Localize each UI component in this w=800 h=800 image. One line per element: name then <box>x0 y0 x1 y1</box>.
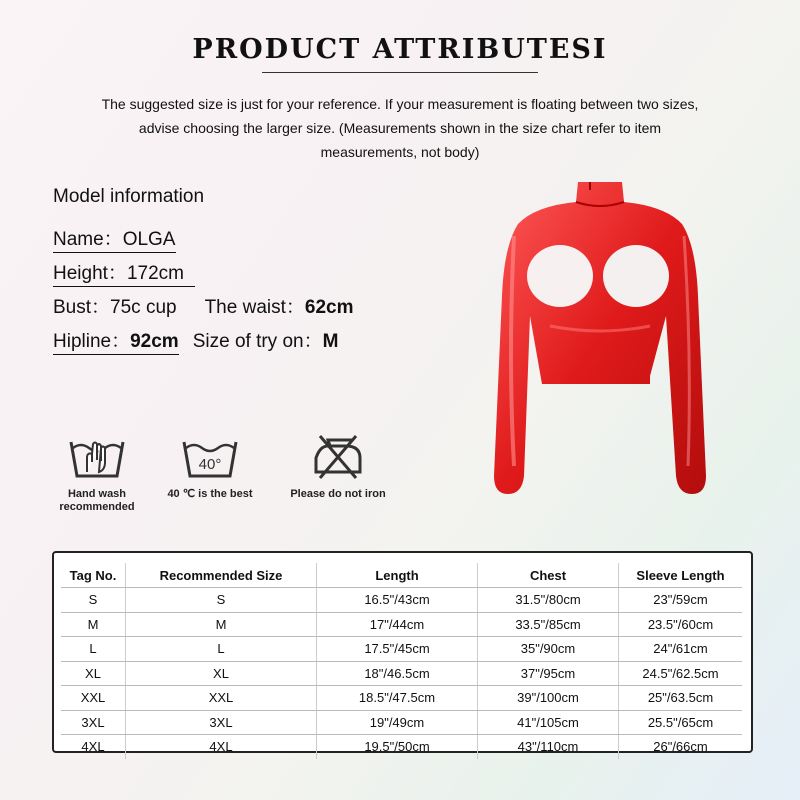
table-cell: 18.5"/47.5cm <box>317 686 478 711</box>
wash-40-icon <box>178 456 242 484</box>
column-header: Tag No. <box>61 563 126 588</box>
no-iron-icon <box>306 465 370 484</box>
size-note-line: measurements, not body) <box>320 144 480 160</box>
care-label: Please do not iron <box>290 488 386 500</box>
model-info-heading: Model information <box>53 186 205 207</box>
size-table-header-row <box>61 563 742 588</box>
care-hand-wash <box>32 432 162 514</box>
table-cell: 23"/59cm <box>619 588 743 613</box>
table-cell: XXL <box>61 686 126 711</box>
table-row <box>61 661 742 686</box>
column-header: Chest <box>478 563 619 588</box>
care-label: 40 ℃ is the best <box>167 488 253 500</box>
table-row <box>61 710 742 735</box>
hip-label: Hipline： <box>53 331 131 352</box>
wash-temp: 40° <box>198 456 222 473</box>
care-label: recommended <box>59 501 135 513</box>
column-header: Length <box>317 563 478 588</box>
tryon-value: M <box>322 331 339 352</box>
care-label: Hand wash <box>67 488 127 500</box>
size-note-line: advise choosing the larger size. (Measurements shown in the size chart refer to item <box>138 120 662 136</box>
table-cell: 24"/61cm <box>619 637 743 662</box>
table-cell: 16.5"/43cm <box>317 588 478 613</box>
size-chart <box>52 551 753 753</box>
table-row <box>61 735 742 759</box>
table-cell: 17.5"/45cm <box>317 637 478 662</box>
table-row <box>61 686 742 711</box>
tryon-label: Size of try on： <box>192 331 323 352</box>
table-row <box>61 612 742 637</box>
table-cell: 24.5"/62.5cm <box>619 661 743 686</box>
size-note-line: The suggested size is just for your reference. If your measurement is floating between two sizes, <box>101 96 699 112</box>
bust-label: Bust： <box>53 297 111 318</box>
table-cell: XL <box>126 661 317 686</box>
table-cell: 37"/95cm <box>478 661 619 686</box>
table-cell: S <box>126 588 317 613</box>
height-label: Height： <box>53 263 127 284</box>
model-hip-row <box>53 326 338 353</box>
table-cell: 25"/63.5cm <box>619 686 743 711</box>
column-header: Recommended Size <box>126 563 317 588</box>
table-cell: 35"/90cm <box>478 637 619 662</box>
table-cell: 17"/44cm <box>317 612 478 637</box>
model-height-row <box>53 258 195 285</box>
table-cell: 33.5"/85cm <box>478 612 619 637</box>
table-cell: M <box>61 612 126 637</box>
height-value: 172cm <box>126 263 184 284</box>
product-image <box>470 176 730 506</box>
care-wash-40 <box>145 432 275 501</box>
table-cell: L <box>61 637 126 662</box>
table-cell: 23.5"/60cm <box>619 612 743 637</box>
name-value: OLGA <box>122 229 176 250</box>
page-title: PRODUCT ATTRIBUTESI <box>192 34 608 65</box>
bust-value: 75c cup <box>110 297 177 318</box>
title-underline <box>262 72 538 73</box>
table-cell: 4XL <box>81 739 105 755</box>
model-name-row <box>53 224 176 251</box>
table-cell: 26"/66cm <box>619 735 743 759</box>
table-cell: 41"/105cm <box>478 710 619 735</box>
table-cell: 31.5"/80cm <box>478 588 619 613</box>
table-cell: 4XL <box>126 735 317 759</box>
table-cell: 18"/46.5cm <box>317 661 478 686</box>
table-cell: 43"/110cm <box>478 735 619 759</box>
size-table <box>61 563 742 759</box>
table-cell: L <box>126 637 317 662</box>
table-cell: XXL <box>126 686 317 711</box>
table-row <box>61 588 742 613</box>
table-cell: 25.5"/65cm <box>619 710 743 735</box>
table-cell: 39"/100cm <box>478 686 619 711</box>
table-cell: S <box>61 588 126 613</box>
table-cell: XL <box>61 661 126 686</box>
table-cell: 19.5"/50cm <box>317 735 478 759</box>
hip-value: 92cm <box>130 331 179 352</box>
name-label: Name： <box>53 229 123 250</box>
hand-wash-icon <box>65 465 129 484</box>
size-note <box>40 92 760 164</box>
column-header: Sleeve Length <box>619 563 743 588</box>
table-row <box>61 637 742 662</box>
table-cell: 3XL <box>126 710 317 735</box>
model-bust-waist-row <box>53 292 354 319</box>
table-cell: 3XL <box>61 710 126 735</box>
care-no-iron <box>273 432 403 501</box>
table-cell: 19"/49cm <box>317 710 478 735</box>
table-cell: M <box>126 612 317 637</box>
waist-value: 62cm <box>304 297 354 318</box>
waist-label: The waist： <box>204 297 305 318</box>
